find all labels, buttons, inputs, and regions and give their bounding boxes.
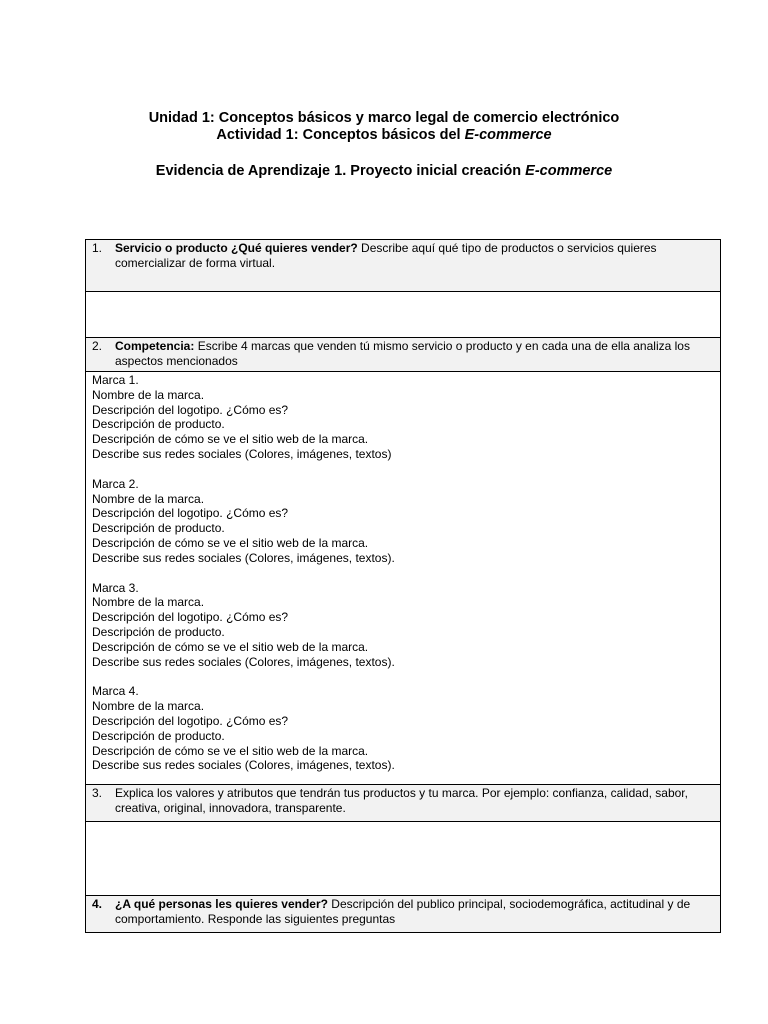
brand-prompt-line: Describe sus redes sociales (Colores, imágenes, textos). [92, 550, 395, 565]
brand-prompt-line: Describe sus redes sociales (Colores, imágenes, textos) [92, 446, 392, 461]
question-row-2 [86, 338, 721, 372]
brand-prompt-line: Descripción del logotipo. ¿Cómo es? [92, 402, 289, 417]
brands-list [86, 372, 720, 779]
unit-title: Unidad 1: Conceptos básicos y marco legal de comercio electrónico [148, 110, 620, 126]
brand-prompt-line: Descripción de cómo se ve el sitio web de la marca. [92, 639, 369, 654]
brand-prompt-line: Describe sus redes sociales (Colores, imágenes, textos). [92, 654, 395, 669]
brand-prompt-line: Descripción de cómo se ve el sitio web de la marca. [92, 743, 369, 758]
brand-block [92, 373, 714, 462]
question-text: ¿A qué personas les quieres vender? Descripción del publico principal, sociodemográfica, actitudinal y de comportamiento. Responde las siguientes preguntas [115, 897, 691, 926]
question-number: 1. [92, 241, 103, 255]
brand-prompt-line: Descripción de producto. [92, 624, 225, 639]
brand-prompt-line: Descripción de cómo se ve el sitio web de la marca. [92, 432, 369, 447]
brand-prompt-line: Descripción del logotipo. ¿Cómo es? [92, 610, 289, 625]
brand-prompt-line: Nombre de la marca. [92, 699, 205, 714]
brand-prompt-line: Nombre de la marca. [92, 387, 205, 402]
brand-prompt-line: Descripción de producto. [92, 417, 225, 432]
answer-cell[interactable] [86, 822, 721, 896]
brand-title: Marca 2. [92, 476, 139, 491]
brand-prompt-line: Descripción de producto. [92, 728, 225, 743]
brand-title: Marca 1. [92, 373, 139, 387]
evidence-form-table [85, 239, 721, 933]
question-text: Servicio o producto ¿Qué quieres vender? Describe aquí qué tipo de productos o servicios quieres comercializar de forma virtual. [115, 241, 657, 270]
question-row-4 [86, 896, 721, 933]
brand-title: Marca 3. [92, 580, 139, 595]
question-text: Competencia: Escribe 4 marcas que venden tú mismo servicio o producto y en cada una de ella analiza los aspectos mencionados [115, 339, 690, 368]
brand-prompt-line: Nombre de la marca. [92, 491, 205, 506]
brands-cell[interactable] [86, 372, 721, 785]
brands-row[interactable] [86, 372, 721, 785]
question-row-3 [86, 785, 721, 822]
brand-prompt-line: Descripción de cómo se ve el sitio web de la marca. [92, 535, 369, 550]
activity-title: Actividad 1: Conceptos básicos del E-commerce [216, 127, 552, 143]
question-number: 3. [92, 786, 103, 800]
question-text: Explica los valores y atributos que tendrán tus productos y tu marca. Por ejemplo: confianza, calidad, sabor, creativa, original, innovadora, transparente. [115, 786, 688, 815]
brand-prompt-line: Describe sus redes sociales (Colores, imágenes, textos). [92, 758, 395, 773]
answer-cell[interactable] [86, 292, 721, 338]
question-number: 4. [92, 897, 103, 911]
document-header [0, 110, 768, 180]
brand-prompt-line: Descripción de producto. [92, 521, 225, 536]
brand-block [92, 684, 714, 773]
evidence-title: Evidencia de Aprendizaje 1. Proyecto inicial creación E-commerce [155, 163, 613, 179]
question-row-1 [86, 240, 721, 292]
brand-block [92, 477, 714, 566]
brand-title: Marca 4. [92, 684, 139, 699]
answer-row-1[interactable] [86, 292, 721, 338]
brand-block [92, 581, 714, 670]
brand-prompt-line: Descripción del logotipo. ¿Cómo es? [92, 713, 289, 728]
brand-prompt-line: Descripción del logotipo. ¿Cómo es? [92, 506, 289, 521]
answer-row-3[interactable] [86, 822, 721, 896]
question-number: 2. [92, 339, 103, 353]
brand-prompt-line: Nombre de la marca. [92, 595, 205, 610]
